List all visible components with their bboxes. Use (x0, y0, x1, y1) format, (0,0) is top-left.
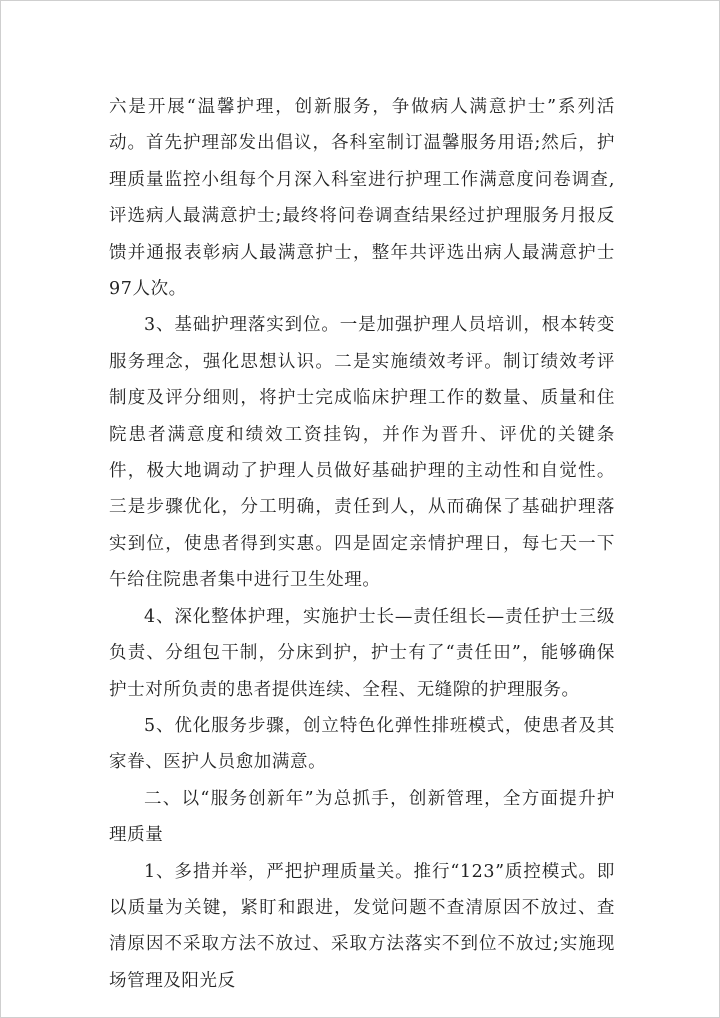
document-body (109, 89, 615, 999)
paragraph-item-1-quality-control: 1、多措并举，严把护理质量关。推行“123”质控模式。即以质量为关键，紧盯和跟进，发觉问题不查清原因不放过、查清原因不采取方法不放过、采取方法落实不到位不放过;实施现场管理及阳光反 (109, 861, 615, 991)
section-heading-2: 二、以“服务创新年”为总抓手，创新管理，全方面提升护理质量 (109, 788, 615, 846)
paragraph-item-4-holistic-nursing: 4、深化整体护理，实施护士长—责任组长—责任护士三级负责、分组包干制，分床到护，护士有了“责任田”，能够确保护士对所负责的患者提供连续、全程、无缝隙的护理服务。 (109, 606, 615, 700)
paragraph-item-5-service-optimization: 5、优化服务步骤，创立特色化弹性排班模式，使患者及其家眷、医护人员愈加满意。 (109, 715, 615, 773)
paragraph-item-3-basic-nursing: 3、基础护理落实到位。一是加强护理人员培训，根本转变服务理念，强化思想认识。二是实施绩效考评。制订绩效考评制度及评分细则，将护士完成临床护理工作的数量、质量和住院患者满意度和绩效工资挂钩，并作为晋升、评优的关键条件，极大地调动了护理人员做好基础护理的主动性和自觉性。三是步骤优化，分工明确，责任到人，从而确保了基础护理落实到位，使患者得到实惠。四是固定亲情护理日，每七天一下午给住院患者集中进行卫生处理。 (109, 315, 615, 591)
paragraph-activity-six: 六是开展“温馨护理，创新服务，争做病人满意护士”系列活动。首先护理部发出倡议，各科室制订温馨服务用语;然后，护理质量监控小组每个月深入科室进行护理工作满意度问卷调查,评选病人最满意护士;最终将问卷调查结果经过护理服务月报反馈并通报表彰病人最满意护士，整年共评选出病人最满意护士97人次。 (109, 97, 615, 300)
